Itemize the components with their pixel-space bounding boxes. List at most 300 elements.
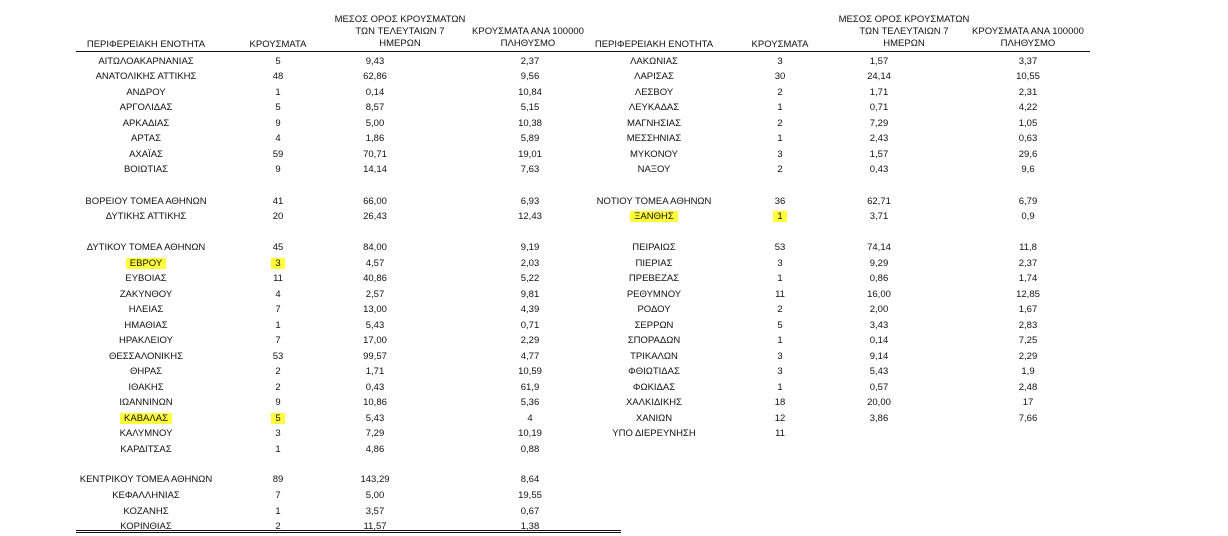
left-avg-value: 14,14 xyxy=(363,164,387,175)
left-per100k-cell xyxy=(460,473,600,486)
right-avg-value: 0,71 xyxy=(869,102,889,113)
right-cases-value: 1 xyxy=(777,273,783,284)
right-per100k-cell xyxy=(958,132,1098,145)
left-per100k-value: 10,84 xyxy=(518,87,542,98)
left-per100k-cell xyxy=(460,288,600,301)
left-avg-value: 26,43 xyxy=(363,211,387,222)
right-cases-cell xyxy=(740,163,820,176)
right-avg-cell xyxy=(824,427,934,440)
left-cases-cell xyxy=(238,148,318,161)
right-per100k-value: 2,48 xyxy=(1018,382,1038,393)
left-cases-cell xyxy=(238,195,318,208)
header-per100k-left-2: ΠΛΗΘΥΣΜΟ xyxy=(500,38,556,49)
right-region-value: ΦΩΚΙΔΑΣ xyxy=(632,382,676,393)
left-region-cell xyxy=(76,365,216,378)
right-per100k-cell xyxy=(958,55,1098,68)
header-per100k-right-2: ΠΛΗΘΥΣΜΟ xyxy=(1000,38,1056,49)
right-region-value: ΡΟΔΟΥ xyxy=(637,304,671,315)
left-avg-cell xyxy=(320,365,430,378)
right-cases-value: 3 xyxy=(777,366,783,377)
right-avg-cell xyxy=(824,365,934,378)
right-region-value: ΜΥΚΟΝΟΥ xyxy=(630,149,678,160)
left-cases-cell xyxy=(238,55,318,68)
left-per100k-cell xyxy=(460,195,600,208)
right-avg-cell xyxy=(824,101,934,114)
right-region-cell xyxy=(584,70,724,83)
left-avg-value: 5,43 xyxy=(365,413,385,424)
left-region-value: ΘΗΡΑΣ xyxy=(129,366,163,377)
left-cases-cell xyxy=(238,520,318,533)
right-cases-cell xyxy=(740,195,820,208)
left-avg-value: 7,29 xyxy=(365,428,385,439)
right-per100k-cell xyxy=(958,257,1098,270)
right-per100k-value: 3,37 xyxy=(1018,56,1038,67)
left-avg-cell xyxy=(320,489,430,502)
left-per100k-cell xyxy=(460,427,600,440)
right-cases-cell xyxy=(740,350,820,363)
left-region-cell xyxy=(76,148,216,161)
left-cases-value: 5 xyxy=(275,56,281,67)
right-region-value: ΤΡΙΚΑΛΩΝ xyxy=(630,351,678,362)
right-region-cell xyxy=(584,132,724,145)
left-avg-cell xyxy=(320,241,430,254)
right-per100k-cell xyxy=(958,303,1098,316)
left-cases-value: 7 xyxy=(275,304,281,315)
left-per100k-value: 4,77 xyxy=(520,351,540,362)
left-region-cell xyxy=(76,272,216,285)
left-region-cell xyxy=(76,210,216,223)
right-region-cell xyxy=(584,272,724,285)
right-cases-cell xyxy=(740,288,820,301)
right-cases-cell xyxy=(740,257,820,270)
right-region-cell xyxy=(584,288,724,301)
left-per100k-cell xyxy=(460,257,600,270)
left-avg-value: 4,57 xyxy=(365,258,385,269)
left-region-cell xyxy=(76,241,216,254)
left-region-value: ΒΟΡΕΙΟΥ ΤΟΜΕΑ ΑΘΗΝΩΝ xyxy=(85,196,207,207)
left-avg-value: 84,00 xyxy=(363,242,387,253)
left-avg-cell xyxy=(320,473,430,486)
left-per100k-value: 9,81 xyxy=(520,289,540,300)
right-cases-cell xyxy=(740,272,820,285)
right-cases-value: 18 xyxy=(774,397,786,408)
right-per100k-value: 11,8 xyxy=(1019,242,1037,253)
left-avg-cell xyxy=(320,505,430,518)
left-cases-value: 3 xyxy=(275,428,281,439)
right-cases-value: 3 xyxy=(777,351,783,362)
left-region-value: ΕΒΡΟΥ xyxy=(126,258,166,269)
left-cases-value: 59 xyxy=(272,149,284,160)
left-avg-value: 5,43 xyxy=(365,320,385,331)
left-region-value: ΑΙΤΩΛΟΑΚΑΡΝΑΝΙΑΣ xyxy=(98,56,194,67)
right-per100k-cell xyxy=(958,381,1098,394)
right-cases-cell xyxy=(740,148,820,161)
left-cases-cell xyxy=(238,505,318,518)
left-cases-cell xyxy=(238,210,318,223)
left-region-cell xyxy=(76,443,216,456)
right-region-cell xyxy=(584,117,724,130)
left-region-value: ΗΛΕΙΑΣ xyxy=(128,304,164,315)
right-region-cell xyxy=(584,427,724,440)
right-per100k-value: 29,6 xyxy=(1018,149,1038,160)
right-avg-value: 0,86 xyxy=(869,273,889,284)
right-per100k-value: 12,85 xyxy=(1016,289,1040,300)
right-avg-value: 20,00 xyxy=(867,397,891,408)
right-per100k-cell xyxy=(958,350,1098,363)
left-avg-value: 62,86 xyxy=(363,71,387,82)
right-avg-cell xyxy=(824,148,934,161)
left-cases-cell xyxy=(238,288,318,301)
right-per100k-cell xyxy=(958,319,1098,332)
left-cases-cell xyxy=(238,303,318,316)
left-cases-value: 7 xyxy=(275,490,281,501)
left-per100k-cell xyxy=(460,55,600,68)
right-region-cell xyxy=(584,55,724,68)
left-cases-value: 1 xyxy=(275,506,281,517)
left-region-cell xyxy=(76,319,216,332)
header-avg-right-3: ΗΜΕΡΩΝ xyxy=(883,38,925,49)
left-per100k-value: 5,15 xyxy=(520,102,540,113)
right-region-value: ΥΠΟ ΔΙΕΡΕΥΝΗΣΗ xyxy=(612,428,696,439)
right-avg-value: 3,43 xyxy=(869,320,889,331)
left-avg-value: 0,14 xyxy=(365,87,385,98)
right-per100k-value: 7,66 xyxy=(1018,413,1038,424)
right-region-value: ΝΑΞΟΥ xyxy=(637,164,671,175)
left-cases-cell xyxy=(238,86,318,99)
left-region-value: ΔΥΤΙΚΗΣ ΑΤΤΙΚΗΣ xyxy=(105,211,187,222)
right-avg-cell xyxy=(824,319,934,332)
left-region-value: ΒΟΙΩΤΙΑΣ xyxy=(123,164,169,175)
left-region-cell xyxy=(76,473,216,486)
right-avg-cell xyxy=(824,381,934,394)
right-region-cell xyxy=(584,365,724,378)
right-region-value: ΡΕΘΥΜΝΟΥ xyxy=(626,289,682,300)
left-avg-cell xyxy=(320,70,430,83)
left-cases-cell xyxy=(238,350,318,363)
right-avg-value: 0,14 xyxy=(869,335,889,346)
right-per100k-value: 10,55 xyxy=(1016,71,1040,82)
left-avg-cell xyxy=(320,257,430,270)
left-region-cell xyxy=(76,381,216,394)
left-region-value: ΑΝΑΤΟΛΙΚΗΣ ΑΤΤΙΚΗΣ xyxy=(95,71,197,82)
left-avg-value: 3,57 xyxy=(365,506,385,517)
left-cases-cell xyxy=(238,241,318,254)
left-avg-cell xyxy=(320,427,430,440)
right-region-value: ΧΑΛΚΙΔΙΚΗΣ xyxy=(625,397,683,408)
right-region-cell xyxy=(584,396,724,409)
right-cases-value: 3 xyxy=(777,258,783,269)
right-cases-value: 53 xyxy=(774,242,786,253)
left-cases-cell xyxy=(238,319,318,332)
right-avg-cell xyxy=(824,396,934,409)
left-per100k-cell xyxy=(460,163,600,176)
left-region-cell xyxy=(76,520,216,533)
right-region-value: ΞΑΝΘΗΣ xyxy=(630,211,678,222)
right-per100k-value: 2,37 xyxy=(1018,258,1038,269)
left-per100k-value: 10,19 xyxy=(518,428,542,439)
right-region-value: ΠΡΕΒΕΖΑΣ xyxy=(628,273,680,284)
left-cases-value: 9 xyxy=(275,397,281,408)
left-avg-cell xyxy=(320,288,430,301)
right-per100k-cell xyxy=(958,86,1098,99)
left-per100k-value: 0,67 xyxy=(520,506,540,517)
right-per100k-value: 2,29 xyxy=(1018,351,1038,362)
right-per100k-cell xyxy=(958,148,1098,161)
right-avg-cell xyxy=(824,86,934,99)
right-per100k-cell xyxy=(958,288,1098,301)
right-region-cell xyxy=(584,241,724,254)
left-per100k-cell xyxy=(460,396,600,409)
left-per100k-cell xyxy=(460,272,600,285)
left-cases-cell xyxy=(238,473,318,486)
left-avg-cell xyxy=(320,319,430,332)
right-avg-cell xyxy=(824,55,934,68)
header-rule-right xyxy=(580,51,1090,52)
right-avg-value: 2,43 xyxy=(869,133,889,144)
left-per100k-cell xyxy=(460,443,600,456)
right-per100k-value: 0,63 xyxy=(1018,133,1038,144)
right-per100k-value: 1,05 xyxy=(1018,118,1038,129)
left-cases-cell xyxy=(238,334,318,347)
right-cases-value: 1 xyxy=(773,211,786,222)
left-cases-value: 89 xyxy=(272,474,284,485)
left-per100k-value: 2,03 xyxy=(520,258,540,269)
right-cases-value: 36 xyxy=(774,196,786,207)
header-avg-left-3: ΗΜΕΡΩΝ xyxy=(379,38,421,49)
right-avg-cell xyxy=(824,132,934,145)
left-cases-value: 9 xyxy=(275,118,281,129)
left-cases-value: 1 xyxy=(275,444,281,455)
header-avg-right-1: ΜΕΣΟΣ ΟΡΟΣ ΚΡΟΥΣΜΑΤΩΝ xyxy=(838,14,970,25)
left-per100k-value: 19,55 xyxy=(518,490,542,501)
left-avg-cell xyxy=(320,443,430,456)
right-per100k-cell xyxy=(958,70,1098,83)
left-per100k-cell xyxy=(460,350,600,363)
left-per100k-value: 7,63 xyxy=(520,164,540,175)
left-region-cell xyxy=(76,427,216,440)
left-avg-cell xyxy=(320,117,430,130)
left-per100k-cell xyxy=(460,520,600,533)
right-per100k-value: 2,83 xyxy=(1018,320,1038,331)
right-region-cell xyxy=(584,350,724,363)
left-avg-value: 143,29 xyxy=(360,474,390,485)
right-region-value: ΜΑΓΝΗΣΙΑΣ xyxy=(627,118,681,129)
left-per100k-cell xyxy=(460,365,600,378)
left-avg-cell xyxy=(320,148,430,161)
right-cases-cell xyxy=(740,381,820,394)
left-cases-value: 41 xyxy=(272,196,284,207)
left-region-cell xyxy=(76,412,216,425)
right-region-cell xyxy=(584,257,724,270)
left-avg-value: 5,00 xyxy=(365,118,385,129)
right-per100k-value: 1,67 xyxy=(1018,304,1038,315)
right-avg-cell xyxy=(824,412,934,425)
right-avg-value: 74,14 xyxy=(867,242,891,253)
header-cases-right: ΚΡΟΥΣΜΑΤΑ xyxy=(751,39,809,50)
left-cases-cell xyxy=(238,443,318,456)
left-per100k-value: 8,64 xyxy=(520,474,540,485)
left-avg-value: 9,43 xyxy=(365,56,385,67)
right-cases-cell xyxy=(740,241,820,254)
right-region-value: ΠΙΕΡΙΑΣ xyxy=(635,258,673,269)
right-per100k-value: 7,25 xyxy=(1018,335,1038,346)
right-avg-value: 1,57 xyxy=(869,56,889,67)
left-per100k-value: 4 xyxy=(527,413,533,424)
right-cases-value: 1 xyxy=(777,133,783,144)
left-avg-value: 40,86 xyxy=(363,273,387,284)
right-region-cell xyxy=(584,381,724,394)
left-region-cell xyxy=(76,132,216,145)
right-cases-cell xyxy=(740,412,820,425)
right-region-cell xyxy=(584,195,724,208)
left-per100k-value: 1,38 xyxy=(520,521,540,532)
right-cases-value: 2 xyxy=(777,118,783,129)
left-cases-cell xyxy=(238,396,318,409)
right-per100k-value: 1,74 xyxy=(1018,273,1038,284)
left-avg-cell xyxy=(320,210,430,223)
right-per100k-value: 2,31 xyxy=(1018,87,1038,98)
right-cases-value: 1 xyxy=(777,382,783,393)
left-region-value: ΚΕΦΑΛΛΗΝΙΑΣ xyxy=(112,490,180,501)
left-cases-cell xyxy=(238,365,318,378)
right-cases-value: 3 xyxy=(777,56,783,67)
left-avg-value: 99,57 xyxy=(363,351,387,362)
left-avg-cell xyxy=(320,520,430,533)
right-avg-cell xyxy=(824,334,934,347)
left-region-cell xyxy=(76,70,216,83)
left-per100k-value: 2,37 xyxy=(520,56,540,67)
left-region-value: ΑΡΚΑΔΙΑΣ xyxy=(122,118,170,129)
left-avg-cell xyxy=(320,381,430,394)
right-per100k-cell xyxy=(958,427,1098,440)
left-region-cell xyxy=(76,303,216,316)
left-avg-value: 1,86 xyxy=(365,133,385,144)
left-region-value: ΑΡΓΟΛΙΔΑΣ xyxy=(119,102,173,113)
left-cases-value: 48 xyxy=(272,71,284,82)
left-region-value: ΕΥΒΟΙΑΣ xyxy=(125,273,167,284)
left-cases-value: 1 xyxy=(275,320,281,331)
right-cases-cell xyxy=(740,55,820,68)
right-per100k-cell xyxy=(958,101,1098,114)
right-region-cell xyxy=(584,210,724,223)
left-avg-value: 8,57 xyxy=(365,102,385,113)
left-per100k-cell xyxy=(460,489,600,502)
left-region-value: ΚΕΝΤΡΙΚΟΥ ΤΟΜΕΑ ΑΘΗΝΩΝ xyxy=(79,474,213,485)
right-cases-value: 2 xyxy=(777,87,783,98)
right-avg-value: 3,86 xyxy=(869,413,889,424)
left-region-cell xyxy=(76,350,216,363)
right-avg-value: 0,43 xyxy=(869,164,889,175)
left-avg-value: 11,57 xyxy=(363,521,387,532)
left-region-cell xyxy=(76,334,216,347)
left-avg-cell xyxy=(320,412,430,425)
left-avg-cell xyxy=(320,195,430,208)
left-region-value: ΘΕΣΣΑΛΟΝΙΚΗΣ xyxy=(109,351,183,362)
left-region-value: ΑΝΔΡΟΥ xyxy=(126,87,166,98)
right-region-value: ΛΕΥΚΑΔΑΣ xyxy=(628,102,680,113)
left-per100k-cell xyxy=(460,334,600,347)
left-region-value: ΚΑΛΥΜΝΟΥ xyxy=(119,428,173,439)
left-per100k-value: 6,93 xyxy=(520,196,540,207)
left-region-value: ΚΟΡΙΝΘΙΑΣ xyxy=(120,521,172,532)
right-avg-value: 9,29 xyxy=(869,258,889,269)
left-per100k-value: 61,9 xyxy=(520,382,540,393)
right-cases-cell xyxy=(740,334,820,347)
header-region-right: ΠΕΡΙΦΕΡΕΙΑΚΗ ΕΝΟΤΗΤΑ xyxy=(594,39,714,50)
left-per100k-value: 0,71 xyxy=(520,320,540,331)
left-per100k-cell xyxy=(460,241,600,254)
left-cases-value: 2 xyxy=(275,366,281,377)
right-cases-cell xyxy=(740,396,820,409)
left-cases-cell xyxy=(238,257,318,270)
left-cases-value: 4 xyxy=(275,133,281,144)
left-cases-cell xyxy=(238,412,318,425)
right-cases-cell xyxy=(740,101,820,114)
right-region-value: ΧΑΝΙΩΝ xyxy=(635,413,673,424)
right-region-cell xyxy=(584,303,724,316)
left-region-value: ΚΑΡΔΙΤΣΑΣ xyxy=(120,444,172,455)
left-per100k-cell xyxy=(460,412,600,425)
right-avg-value: 62,71 xyxy=(867,196,891,207)
right-avg-cell xyxy=(824,241,934,254)
right-per100k-cell xyxy=(958,334,1098,347)
left-avg-cell xyxy=(320,132,430,145)
left-cases-cell xyxy=(238,117,318,130)
right-per100k-value: 0,9 xyxy=(1021,211,1035,222)
right-region-value: ΝΟΤΙΟΥ ΤΟΜΕΑ ΑΘΗΝΩΝ xyxy=(596,196,712,207)
left-per100k-cell xyxy=(460,86,600,99)
right-cases-value: 30 xyxy=(774,71,786,82)
right-cases-cell xyxy=(740,303,820,316)
right-per100k-cell xyxy=(958,117,1098,130)
left-avg-value: 70,71 xyxy=(363,149,387,160)
right-cases-cell xyxy=(740,86,820,99)
left-cases-value: 20 xyxy=(272,211,284,222)
right-cases-cell xyxy=(740,319,820,332)
left-avg-value: 5,00 xyxy=(365,490,385,501)
right-per100k-cell xyxy=(958,365,1098,378)
header-cases-left: ΚΡΟΥΣΜΑΤΑ xyxy=(249,39,307,50)
left-per100k-cell xyxy=(460,303,600,316)
right-avg-value: 2,00 xyxy=(869,304,889,315)
left-region-cell xyxy=(76,489,216,502)
left-cases-value: 9 xyxy=(275,164,281,175)
header-avg-left-2: ΤΩΝ ΤΕΛΕΥΤΑΙΩΝ 7 xyxy=(355,26,445,37)
right-per100k-cell xyxy=(958,272,1098,285)
right-avg-value: 1,57 xyxy=(869,149,889,160)
left-avg-value: 10,86 xyxy=(363,397,387,408)
left-per100k-cell xyxy=(460,148,600,161)
right-region-value: ΣΕΡΡΩΝ xyxy=(634,320,674,331)
left-per100k-cell xyxy=(460,381,600,394)
header-per100k-right-1: ΚΡΟΥΣΜΑΤΑ ΑΝΑ 100000 xyxy=(972,26,1084,37)
right-avg-value: 3,71 xyxy=(869,211,889,222)
right-region-value: ΜΕΣΣΗΝΙΑΣ xyxy=(626,133,682,144)
left-per100k-value: 19,01 xyxy=(518,149,542,160)
left-cases-cell xyxy=(238,163,318,176)
right-per100k-value: 9,6 xyxy=(1021,164,1035,175)
left-region-cell xyxy=(76,86,216,99)
left-per100k-cell xyxy=(460,101,600,114)
left-avg-value: 4,86 xyxy=(365,444,385,455)
left-cases-cell xyxy=(238,70,318,83)
left-region-value: ΙΩΑΝΝΙΝΩΝ xyxy=(119,397,173,408)
left-region-cell xyxy=(76,101,216,114)
left-avg-cell xyxy=(320,272,430,285)
right-avg-cell xyxy=(824,350,934,363)
left-cases-value: 1 xyxy=(275,87,281,98)
right-per100k-cell xyxy=(958,241,1098,254)
